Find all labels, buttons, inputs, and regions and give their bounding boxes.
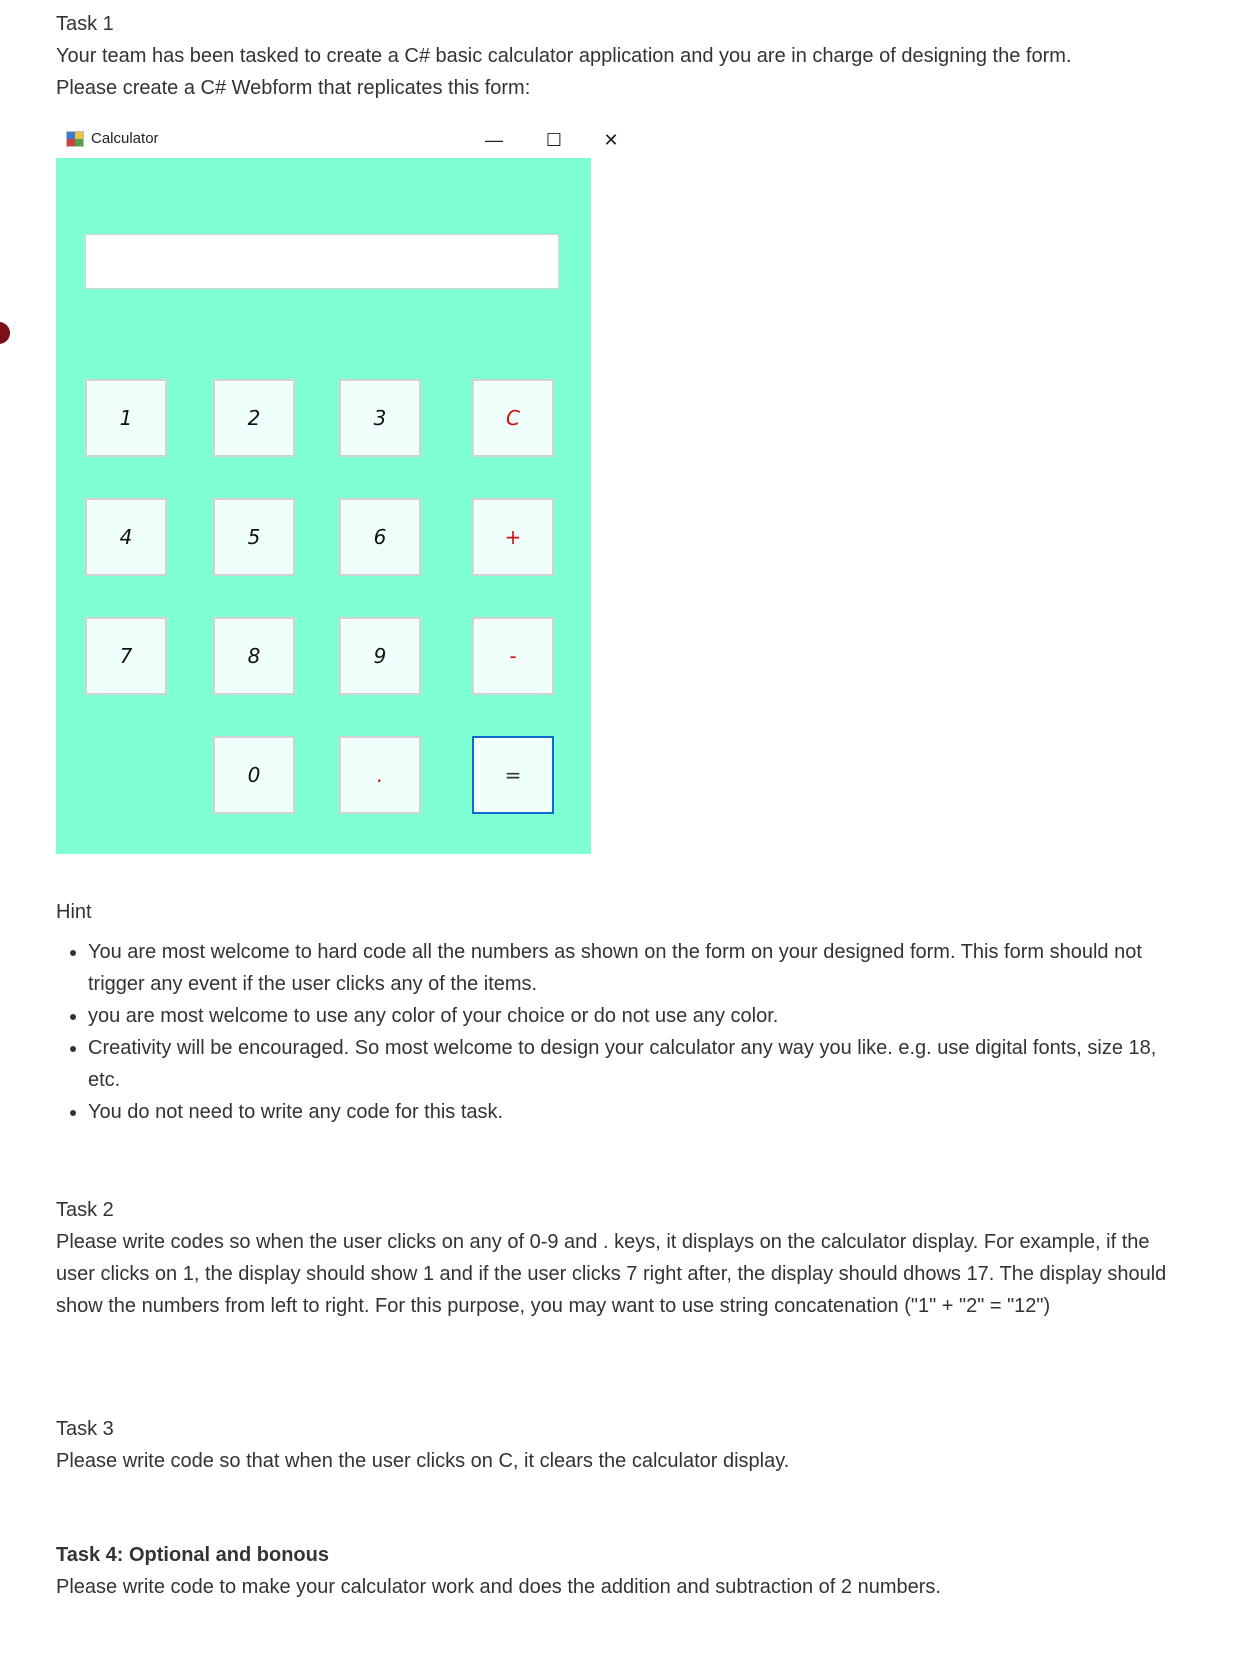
plus-button[interactable]: + <box>472 498 554 576</box>
task3-heading: Task 3 <box>56 1418 114 1440</box>
decimal-point-button[interactable]: . <box>339 736 421 814</box>
key-7-button[interactable]: 7 <box>85 617 167 695</box>
key-9-button[interactable]: 9 <box>339 617 421 695</box>
hint-heading: Hint <box>56 901 92 923</box>
key-5-button[interactable]: 5 <box>213 498 295 576</box>
key-1-button[interactable]: 1 <box>85 379 167 457</box>
hint-list <box>56 936 1186 1128</box>
task1-section <box>56 8 1186 104</box>
hint-item: • you are most welcome to use any color of your choice or do not use any color. <box>88 1000 1186 1032</box>
task1-heading: Task 1 <box>56 13 114 35</box>
task3-section <box>56 1413 1186 1477</box>
minimize-icon[interactable]: — <box>485 130 503 150</box>
side-marker <box>0 322 10 344</box>
close-icon[interactable]: ✕ <box>603 130 619 150</box>
hint-section <box>56 896 1186 1128</box>
calculator-window <box>56 122 619 854</box>
key-4-button[interactable]: 4 <box>85 498 167 576</box>
title-bar <box>56 122 619 158</box>
hint-item: • You are most welcome to hard code all the numbers as shown on the form on your designed form. This form should not trigger any event if the user clicks any of the items. <box>88 936 1186 1000</box>
task4-heading: Task 4: Optional and bonous <box>56 1544 329 1566</box>
task3-body: Please write code so that when the user clicks on C, it clears the calculator display. <box>56 1450 790 1472</box>
maximize-icon[interactable]: ☐ <box>545 130 563 150</box>
key-2-button[interactable]: 2 <box>213 379 295 457</box>
key-0-button[interactable]: 0 <box>213 736 295 814</box>
calculator-display[interactable] <box>85 234 559 289</box>
hint-item: • You do not need to write any code for this task. <box>88 1096 1186 1128</box>
app-icon <box>66 131 84 147</box>
calculator-body <box>56 158 591 854</box>
task4-section <box>56 1539 1186 1603</box>
key-3-button[interactable]: 3 <box>339 379 421 457</box>
task2-heading: Task 2 <box>56 1199 114 1221</box>
hint-item: • Creativity will be encouraged. So most welcome to design your calculator any way you like. e.g. use digital fonts, size 18, etc. <box>88 1032 1186 1096</box>
minus-button[interactable]: - <box>472 617 554 695</box>
task1-line2: Please create a C# Webform that replicates this form: <box>56 77 531 99</box>
task4-body: Please write code to make your calculator work and does the addition and subtraction of 2 numbers. <box>56 1576 941 1598</box>
clear-button[interactable]: C <box>472 379 554 457</box>
equals-button[interactable]: = <box>472 736 554 814</box>
key-6-button[interactable]: 6 <box>339 498 421 576</box>
task2-body: Please write codes so when the user clicks on any of 0-9 and . keys, it displays on the calculator display. For example, if the user clicks on 1, the display should show 1 and if the user clicks 7 right after, the display should dhows 17. The display should show the numbers from left to right. For this purpose, you may want to use string concatenation ("1" + "2" = "12") <box>56 1231 1167 1317</box>
task1-line1: Your team has been tasked to create a C# basic calculator application and you are in charge of designing the form. <box>56 45 1072 67</box>
task2-section <box>56 1194 1186 1322</box>
window-title: Calculator <box>91 130 159 147</box>
key-8-button[interactable]: 8 <box>213 617 295 695</box>
